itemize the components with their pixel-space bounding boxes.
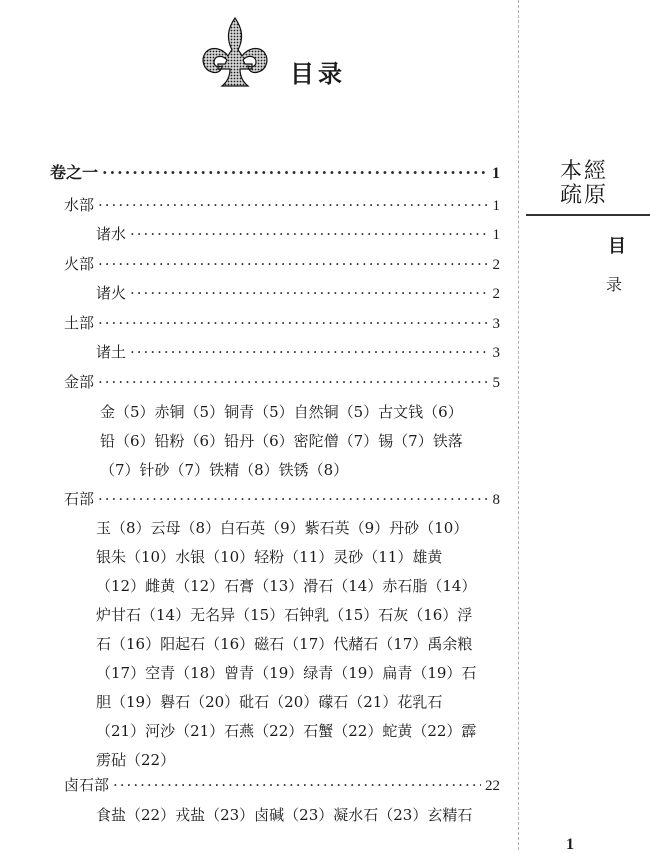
toc-page: 3 [492, 316, 500, 332]
toc-entry-tu[interactable] [64, 312, 500, 334]
entry-line: （12）雌黄（12）石膏（13）滑石（14）赤石脂（14） [96, 577, 477, 595]
entry-line: 金（5）赤铜（5）铜青（5）自然铜（5）古文钱（6） [100, 403, 463, 421]
entry-line: （17）空青（18）曾青（19）绿青（19）扁青（19）石 [96, 664, 477, 682]
leader-dots [102, 162, 488, 184]
leader-dots [98, 253, 488, 275]
title-block [200, 14, 400, 114]
entry-line: 银朱（10）水银（10）轻粉（11）灵砂（11）雄黄 [96, 548, 443, 566]
toc-page: 3 [492, 345, 500, 361]
toc-page: 2 [492, 257, 500, 273]
toc-label: 石部 [64, 490, 95, 508]
entry-line: 石（16）阳起石（16）磁石（17）代赭石（17）禹余粮 [96, 635, 473, 653]
toc-label: 火部 [64, 255, 95, 273]
toc-page: 2 [492, 286, 500, 302]
toc-page: 8 [492, 492, 500, 508]
entry-line: 食盐（22）戎盐（23）卤碱（23）凝水石（23）玄精石 [96, 806, 473, 824]
side-section-mu: 目 [608, 236, 626, 257]
entry-line: 玉（8）云母（8）白石英（9）紫石英（9）丹砂（10） [96, 519, 469, 537]
leader-dots [98, 194, 488, 216]
toc-page: 1 [492, 198, 500, 214]
toc-label: 卷之一 [50, 163, 99, 182]
toc-label: 土部 [64, 314, 95, 332]
toc-entry-zhutu[interactable] [96, 341, 500, 363]
fleur-de-lis-icon [200, 14, 270, 94]
side-book-title [560, 160, 650, 208]
toc-entry-zhushui[interactable] [96, 223, 500, 245]
toc-page: 1 [492, 165, 500, 182]
side-title-line: 疏原 [560, 183, 609, 208]
toc-entry-huo[interactable] [64, 253, 500, 275]
entry-line: （7）针砂（7）铁精（8）铁锈（8） [100, 461, 349, 479]
toc-entry-shui[interactable] [64, 194, 500, 216]
leader-dots [130, 223, 488, 245]
toc-label: 诸火 [96, 284, 127, 302]
page-title: 目录 [290, 59, 346, 88]
toc-label: 诸土 [96, 343, 127, 361]
entry-line: 雳砧（22） [96, 751, 176, 769]
leader-dots [130, 341, 488, 363]
entry-line: 铅（6）铅粉（6）铅丹（6）密陀僧（7）锡（7）铁落 [100, 432, 463, 450]
page-number: 1 [566, 836, 574, 853]
entry-line: 炉甘石（14）无名异（15）石钟乳（15）石灰（16）浮 [96, 606, 473, 624]
toc-page: 5 [492, 375, 500, 391]
toc-label: 金部 [64, 373, 95, 391]
jin-items [100, 398, 463, 485]
toc-entry-juan1[interactable] [50, 162, 500, 184]
leader-dots [113, 774, 481, 796]
toc-entry-jin[interactable] [64, 371, 500, 393]
toc-label: 水部 [64, 196, 95, 214]
toc-label: 卤石部 [64, 776, 110, 794]
leader-dots [98, 371, 488, 393]
shi-items [96, 514, 476, 775]
toc-entry-shi[interactable] [64, 488, 500, 510]
leader-dots [130, 282, 488, 304]
toc-entry-lushi[interactable] [64, 774, 500, 796]
toc-page: 22 [485, 778, 500, 794]
entry-line: （21）河沙（21）石燕（22）石蟹（22）蛇黄（22）霹 [96, 722, 477, 740]
toc-label: 诸水 [96, 225, 127, 243]
toc-page: 1 [492, 227, 500, 243]
side-title-line: 本經 [560, 159, 609, 184]
side-section-lu: 录 [606, 275, 623, 294]
side-divider [526, 214, 650, 216]
toc-entry-zhuhuo[interactable] [96, 282, 500, 304]
entry-line: 胆（19）礜石（20）砒石（20）礞石（21）花乳石 [96, 693, 443, 711]
lushi-items [96, 801, 472, 830]
leader-dots [98, 312, 488, 334]
page-edge-divider [518, 0, 519, 850]
leader-dots [98, 488, 488, 510]
